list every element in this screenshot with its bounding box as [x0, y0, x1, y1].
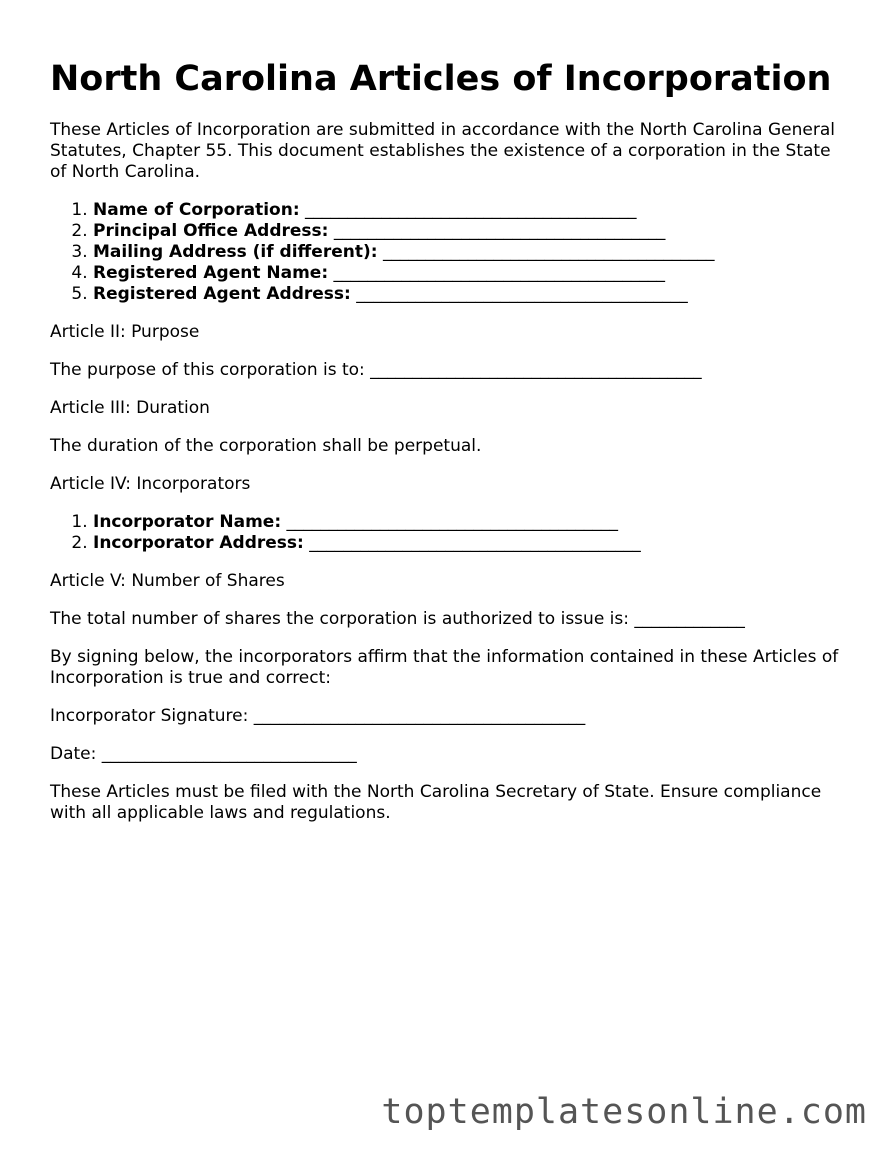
blank-line[interactable]: _______________________________________	[382, 242, 715, 262]
watermark: toptemplatesonline.com	[381, 1092, 867, 1132]
document-page	[50, 58, 850, 841]
blank-line[interactable]: _______________________________________	[286, 512, 619, 532]
field-registered-agent-address	[93, 284, 850, 305]
field-label: Mailing Address (if different):	[93, 242, 378, 262]
affirmation-paragraph: By signing below, the incorporators affirm that the information contained in these Articles of Incorporation is true and correct:	[50, 647, 839, 688]
article4-field-list	[50, 512, 850, 554]
field-label: Incorporator Name:	[93, 512, 282, 532]
article3-heading: Article III: Duration	[50, 398, 210, 418]
closing-paragraph: These Articles must be filed with the North Carolina Secretary of State. Ensure compliance with all applicable laws and regulations.	[50, 782, 822, 823]
blank-line[interactable]: _______________________________________	[333, 263, 666, 283]
field-label: Principal Office Address:	[93, 221, 329, 241]
field-mailing-address	[93, 242, 850, 263]
document-title: North Carolina Articles of Incorporation	[50, 59, 832, 99]
article5-shares-line[interactable]: The total number of shares the corporation is authorized to issue is: _____________	[50, 609, 745, 629]
date-line[interactable]: Date: ______________________________	[50, 744, 357, 764]
article5-heading: Article V: Number of Shares	[50, 571, 285, 591]
article3-duration-text: The duration of the corporation shall be perpetual.	[50, 436, 482, 456]
signature-line[interactable]: Incorporator Signature: _______________________________________	[50, 706, 586, 726]
field-label: Incorporator Address:	[93, 533, 304, 553]
field-label: Registered Agent Address:	[93, 284, 351, 304]
article2-purpose-line[interactable]: The purpose of this corporation is to: _______________________________________	[50, 360, 702, 380]
blank-line[interactable]: _______________________________________	[333, 221, 666, 241]
intro-paragraph: These Articles of Incorporation are submitted in accordance with the North Carolina General Statutes, Chapter 55. This document establishes the existence of a corporation in the State of North Carolina.	[50, 120, 835, 182]
blank-line[interactable]: _______________________________________	[356, 284, 688, 304]
field-registered-agent-name	[93, 263, 850, 284]
field-label: Name of Corporation:	[93, 200, 300, 220]
field-incorporator-address	[93, 533, 850, 554]
blank-line[interactable]: _______________________________________	[309, 533, 641, 553]
field-label: Registered Agent Name:	[93, 263, 329, 283]
blank-line[interactable]: _______________________________________	[305, 200, 637, 220]
article1-field-list	[50, 200, 850, 305]
article4-heading: Article IV: Incorporators	[50, 474, 251, 494]
field-name-of-corporation	[93, 200, 850, 221]
field-principal-office-address	[93, 221, 850, 242]
article2-heading: Article II: Purpose	[50, 322, 200, 342]
field-incorporator-name	[93, 512, 850, 533]
